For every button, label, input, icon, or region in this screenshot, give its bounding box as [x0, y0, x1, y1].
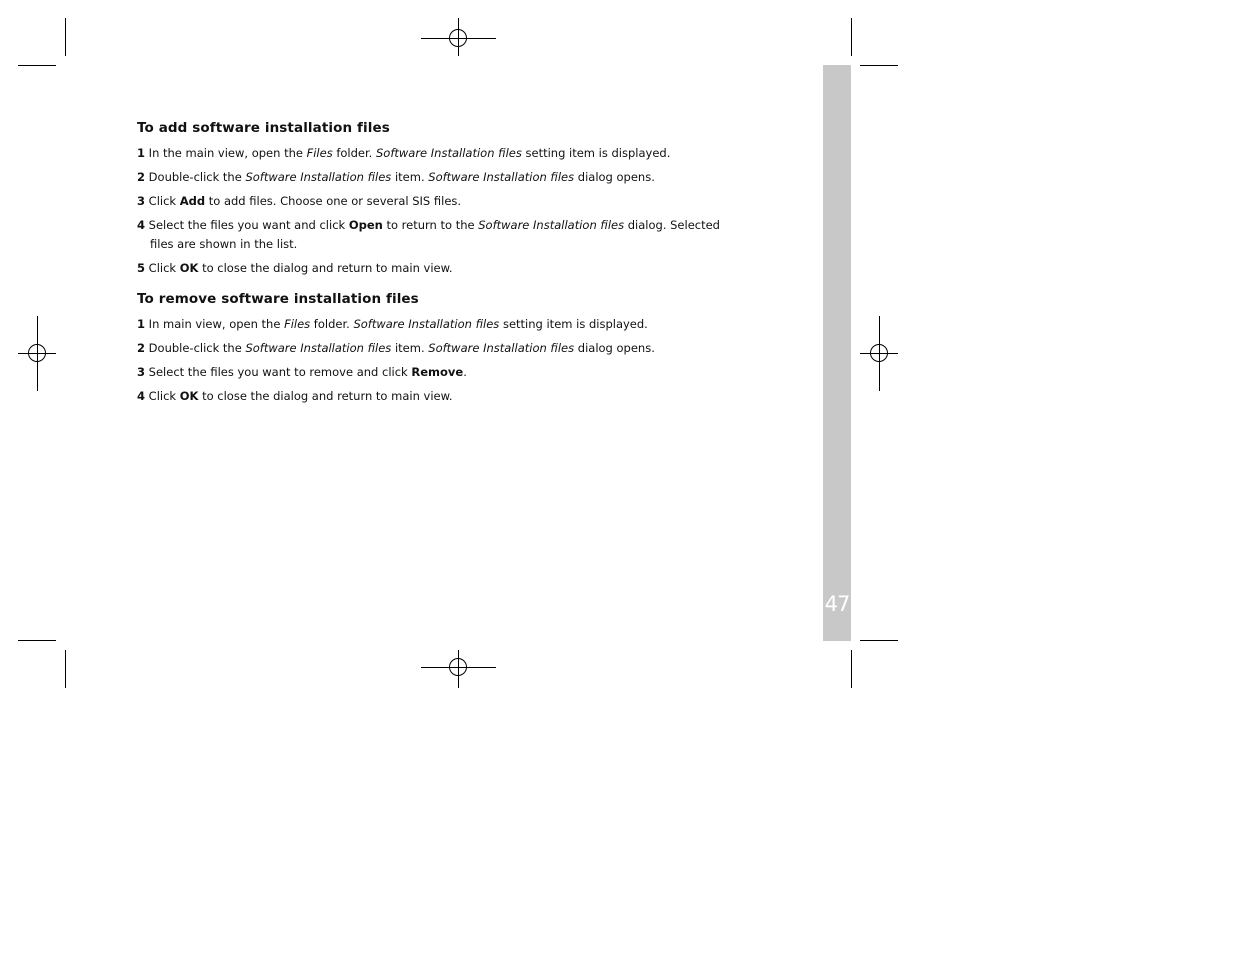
step-number: 1 — [137, 317, 146, 331]
step-text: dialog. Selected files are shown in the list. — [150, 218, 720, 251]
item-name-reference: Software Installation files — [478, 218, 625, 232]
step-text: setting item is displayed. — [499, 317, 648, 331]
step-text: folder. — [332, 146, 376, 160]
side-tab — [823, 65, 851, 641]
step-number: 4 — [137, 389, 146, 403]
crop-mark-bottom-left-horizontal — [18, 640, 56, 641]
ui-label-reference: OK — [179, 261, 199, 275]
step-text: Double-click the — [148, 341, 246, 355]
step-text: Click — [148, 194, 180, 208]
item-name-reference: Software Installation files — [245, 170, 392, 184]
step-item — [137, 259, 737, 278]
step-text: Double-click the — [148, 170, 246, 184]
crop-mark-bottom-right-vertical — [851, 650, 852, 688]
ui-label-reference: OK — [179, 389, 199, 403]
step-number: 5 — [137, 261, 146, 275]
step-text: to close the dialog and return to main view. — [198, 389, 453, 403]
ui-label-reference: Add — [179, 194, 206, 208]
step-text: to add files. Choose one or several SIS files. — [205, 194, 462, 208]
crop-mark-top-left-horizontal — [18, 65, 56, 66]
ui-label-reference: Open — [348, 218, 383, 232]
registration-mark-left-circle — [28, 344, 46, 362]
step-number: 2 — [137, 170, 146, 184]
crop-mark-bottom-left-vertical — [65, 650, 66, 688]
step-text: dialog opens. — [574, 170, 655, 184]
item-name-reference: Software Installation files — [428, 341, 575, 355]
registration-mark-right-circle — [870, 344, 888, 362]
item-name-reference: Software Installation files — [245, 341, 392, 355]
crop-mark-top-right-horizontal — [860, 65, 898, 66]
step-text: folder. — [310, 317, 354, 331]
ui-label-reference: Remove — [411, 365, 464, 379]
item-name-reference: Files — [284, 317, 311, 331]
step-item — [137, 192, 737, 211]
item-name-reference: Files — [306, 146, 333, 160]
step-item — [137, 363, 737, 382]
step-number: 3 — [137, 194, 146, 208]
step-text: dialog opens. — [574, 341, 655, 355]
page-number: 47 — [824, 592, 850, 616]
step-item — [137, 387, 737, 406]
step-text: In the main view, open the — [148, 146, 307, 160]
item-name-reference: Software Installation files — [428, 170, 575, 184]
step-item — [137, 144, 737, 163]
step-text: to return to the — [382, 218, 479, 232]
item-name-reference: Software Installation files — [375, 146, 522, 160]
step-text: setting item is displayed. — [521, 146, 671, 160]
crop-mark-bottom-right-horizontal — [860, 640, 898, 641]
item-name-reference: Software Installation files — [353, 317, 500, 331]
step-number: 2 — [137, 341, 146, 355]
step-item — [137, 216, 737, 254]
main-content — [137, 120, 737, 411]
registration-mark-bottom-circle — [449, 658, 467, 676]
step-text: Click — [148, 389, 180, 403]
step-number: 3 — [137, 365, 146, 379]
crop-mark-top-right-vertical — [851, 18, 852, 56]
registration-mark-top-circle — [449, 29, 467, 47]
step-item — [137, 315, 737, 334]
step-item — [137, 168, 737, 187]
section-heading: To add software installation files — [137, 120, 390, 136]
step-text: . — [463, 365, 467, 379]
step-text: Select the files you want to remove and click — [148, 365, 412, 379]
step-text: In main view, open the — [148, 317, 285, 331]
section-heading: To remove software installation files — [137, 291, 419, 307]
step-number: 1 — [137, 146, 146, 160]
step-item — [137, 339, 737, 358]
step-text: to close the dialog and return to main view. — [198, 261, 453, 275]
step-text: item. — [391, 341, 429, 355]
step-text: Select the files you want and click — [148, 218, 349, 232]
step-text: Click — [148, 261, 180, 275]
step-text: item. — [391, 170, 429, 184]
crop-mark-top-left-vertical — [65, 18, 66, 56]
step-number: 4 — [137, 218, 146, 232]
